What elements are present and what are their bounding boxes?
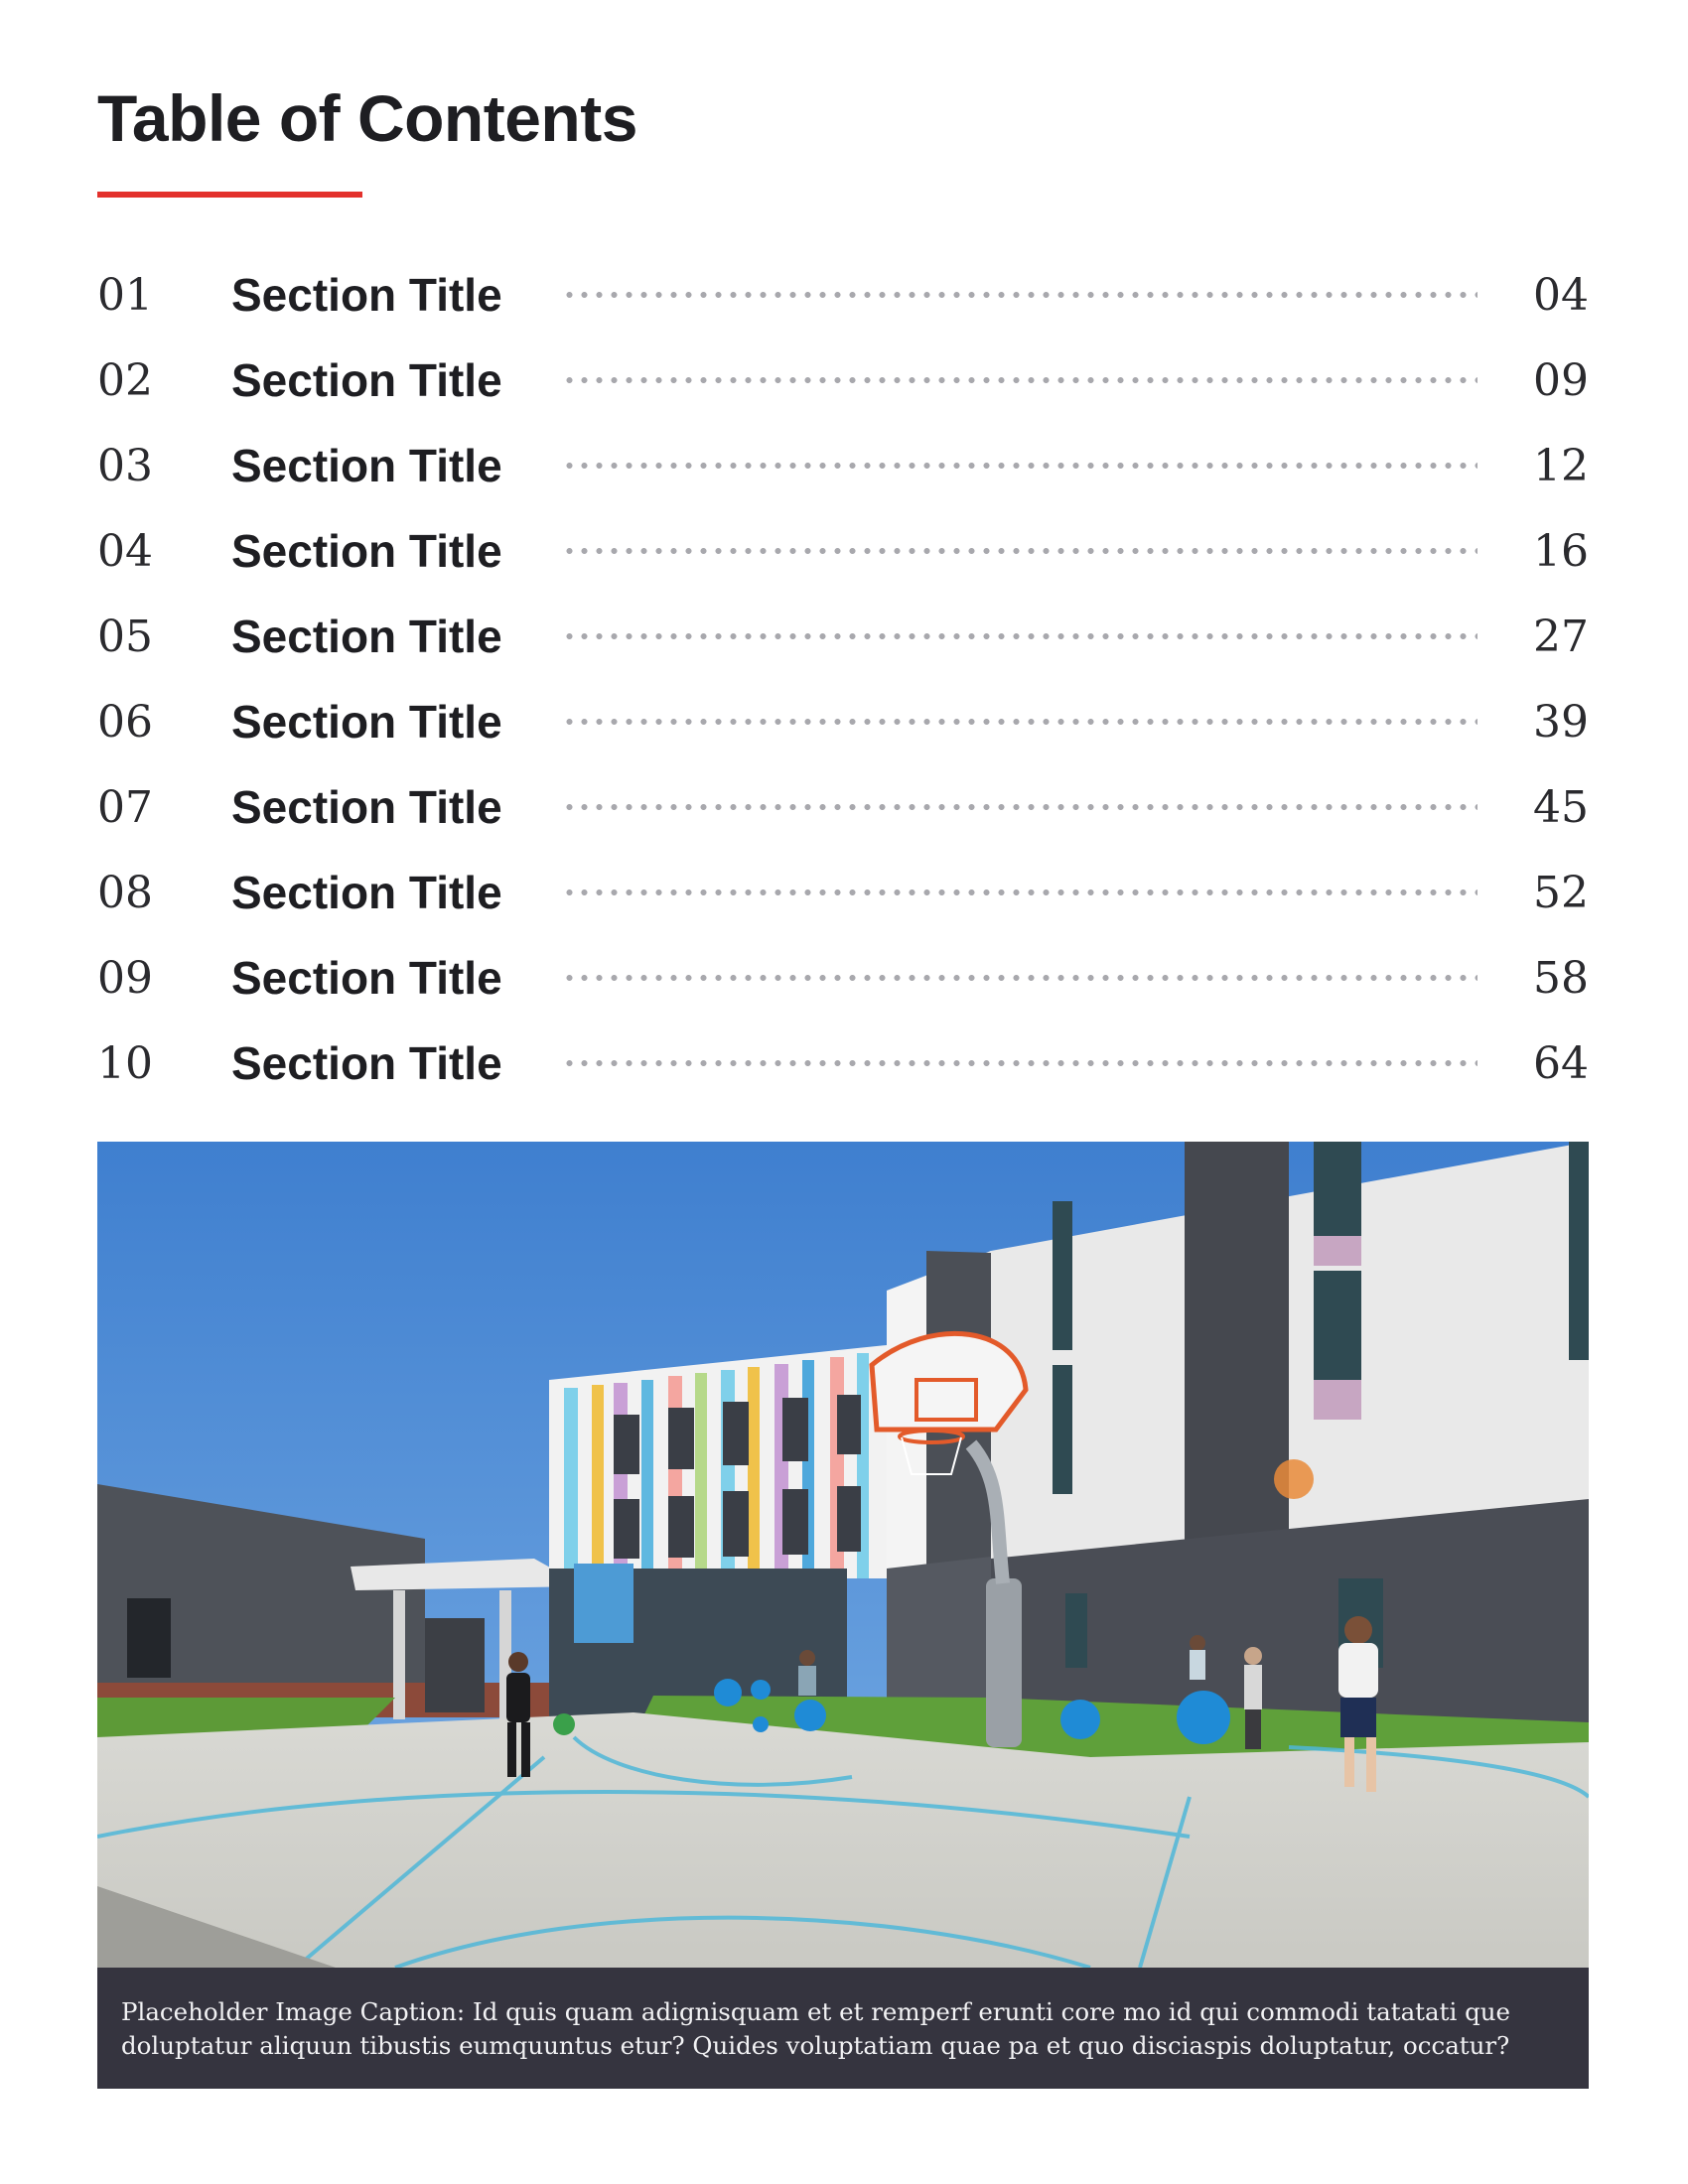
dot-leader bbox=[562, 718, 1477, 726]
toc-entry-page: 39 bbox=[1533, 696, 1589, 748]
dot-leader bbox=[562, 376, 1477, 384]
toc-entry-number: 05 bbox=[97, 611, 153, 662]
toc-entry-title: Section Title bbox=[231, 440, 502, 491]
toc-entry-title: Section Title bbox=[231, 696, 502, 748]
toc-entry-page: 64 bbox=[1533, 1037, 1589, 1089]
dot-leader bbox=[562, 547, 1477, 555]
dot-leader bbox=[562, 888, 1477, 896]
table-of-contents bbox=[97, 252, 1589, 1106]
toc-entry-title: Section Title bbox=[231, 269, 502, 321]
dot-leader bbox=[562, 632, 1477, 640]
toc-entry-03[interactable] bbox=[97, 423, 1589, 508]
toc-entry-01[interactable] bbox=[97, 252, 1589, 338]
toc-entry-07[interactable] bbox=[97, 764, 1589, 850]
toc-entry-10[interactable] bbox=[97, 1021, 1589, 1106]
toc-entry-06[interactable] bbox=[97, 679, 1589, 764]
toc-entry-title: Section Title bbox=[231, 1037, 502, 1089]
toc-entry-title: Section Title bbox=[231, 952, 502, 1004]
toc-entry-04[interactable] bbox=[97, 508, 1589, 594]
toc-entry-title: Section Title bbox=[231, 867, 502, 918]
toc-entry-page: 45 bbox=[1533, 781, 1589, 833]
toc-entry-title: Section Title bbox=[231, 781, 502, 833]
toc-entry-page: 04 bbox=[1533, 269, 1589, 321]
toc-entry-number: 10 bbox=[97, 1037, 153, 1089]
toc-entry-page: 16 bbox=[1533, 525, 1589, 577]
toc-entry-number: 06 bbox=[97, 696, 153, 748]
toc-entry-number: 03 bbox=[97, 440, 153, 491]
toc-entry-page: 58 bbox=[1533, 952, 1589, 1004]
toc-entry-number: 07 bbox=[97, 781, 153, 833]
dot-leader bbox=[562, 1059, 1477, 1067]
toc-entry-number: 08 bbox=[97, 867, 153, 918]
dot-leader bbox=[562, 803, 1477, 811]
toc-entry-page: 09 bbox=[1533, 354, 1589, 406]
toc-entry-title: Section Title bbox=[231, 611, 502, 662]
toc-entry-title: Section Title bbox=[231, 525, 502, 577]
image-caption: Placeholder Image Caption: Id quis quam adignisquam et et remperf erunti core mo id qui commodi tatatati que doluptatur aliquun tibustis eumquuntus etur? Quides voluptatiam quae pa et quo disciaspis doluptatur, occatur? bbox=[97, 1968, 1589, 2089]
title-underline-accent bbox=[97, 192, 362, 198]
page-title: Table of Contents bbox=[97, 81, 637, 155]
toc-entry-page: 27 bbox=[1533, 611, 1589, 662]
toc-entry-number: 01 bbox=[97, 269, 153, 321]
toc-entry-number: 04 bbox=[97, 525, 153, 577]
schoolyard-photo bbox=[97, 1142, 1589, 1968]
toc-entry-05[interactable] bbox=[97, 594, 1589, 679]
dot-leader bbox=[562, 974, 1477, 982]
toc-entry-page: 52 bbox=[1533, 867, 1589, 918]
toc-entry-08[interactable] bbox=[97, 850, 1589, 935]
toc-entry-09[interactable] bbox=[97, 935, 1589, 1021]
toc-entry-number: 02 bbox=[97, 354, 153, 406]
toc-entry-02[interactable] bbox=[97, 338, 1589, 423]
dot-leader bbox=[562, 291, 1477, 299]
dot-leader bbox=[562, 462, 1477, 470]
toc-entry-number: 09 bbox=[97, 952, 153, 1004]
toc-entry-title: Section Title bbox=[231, 354, 502, 406]
toc-entry-page: 12 bbox=[1533, 440, 1589, 491]
